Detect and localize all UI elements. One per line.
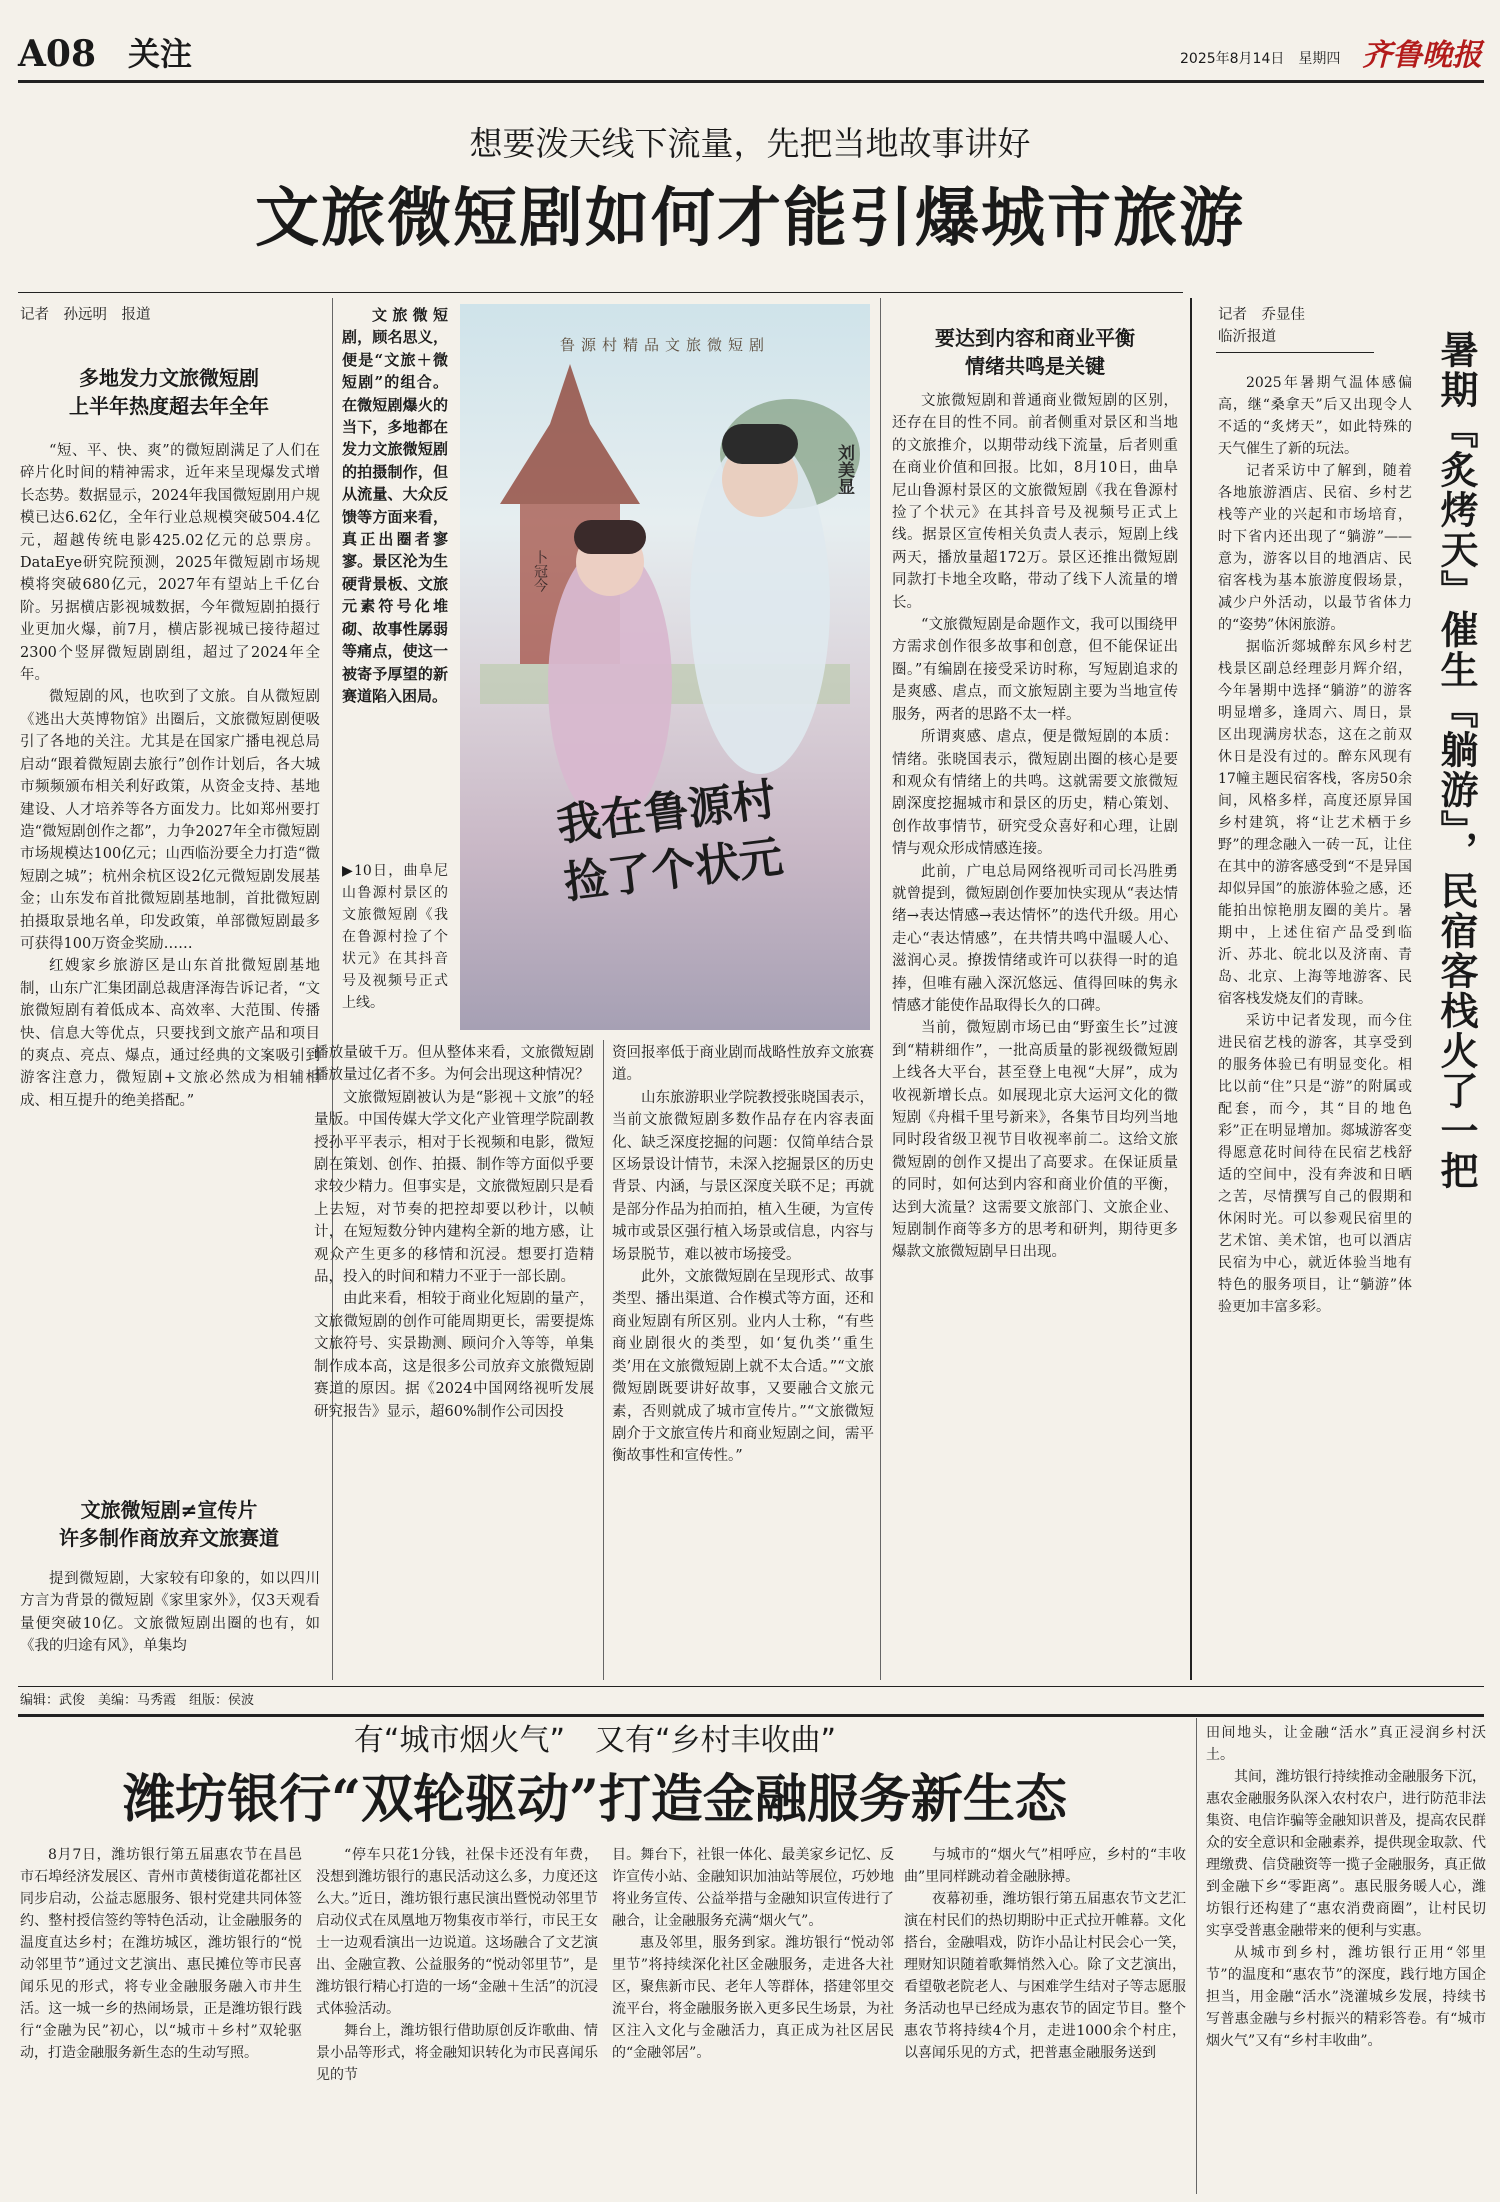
newspaper-logo: 齐鲁晚报 [1362, 38, 1482, 73]
lead-subhead-2: 文旅微短剧≠宣传片 许多制作商放弃文旅赛道 [59, 1498, 279, 1550]
section-divider [18, 1714, 1484, 1717]
lead-col3-bottom: 资回报率低于商业剧而战略性放弃文旅赛道。 山东旅游职业学院教授张晓国表示，当前文旅微短剧多数作品存在内容表面化、缺乏深度挖掘的问题：仅简单结合景区场景设计情节，未深入挖掘景区的历史背景、内涵，与景区深度关联不足；再就是部分作品为拍而拍，植入生硬，为宣传城市或景区强行植入场景或信息，内容与场景脱节，难以被市场接受。 此外，文旅微短剧在呈现形式、故事类型、播出渠道、合作模式等方面，还和商业短剧有所区别。业内人士称，“有些商业剧很火的类型，如‘复仇类’‘重生类’用在文旅微短剧上就不太合适。”“文旅微短剧既要讲好故事，又要融合文旅元素，否则就成了城市宣传片。”“文旅微短剧介于文旅宣传片和商业短剧之间，需平衡故事性和宣传性。” [612, 1045, 874, 1465]
bottom-side-divider [1196, 1718, 1197, 2194]
editor-credits: 编辑：武俊 美编：马秀霞 组版：侯波 [20, 1693, 255, 1708]
poster-title: 我在鲁源村 捡了个状元 [554, 774, 786, 910]
photo-caption: ▶10日，曲阜尼山鲁源村景区的文旅微短剧《我在鲁源村捡了个状元》在其抖音号及视频号正式上线。 [342, 863, 448, 1011]
lead-col2-bottom: 播放量破千万。但从整体来看，文旅微短剧播放量过亿者不多。为何会出现这种情况？ 文旅微短剧被认为是“影视＋文旅”的轻量版。中国传媒大学文化产业管理学院副教授孙平平表示，相对于长视频和电影，微短剧在策划、创作、拍摄、制作等方面似乎要求较少精力。但事实是，文旅微短剧只是看上去短，对节奏的把控却要以秒计，以帧计，在短短数分钟内建构全新的地方感，让观众产生更多的移情和沉浸。想要打造精品，投入的时间和精力不亚于一部长剧。 由此来看，相较于商业化短剧的量产，文旅微短剧的创作可能周期更长，需要提炼文旅符号、实景勘测、顾问介入等等，单集制作成本高，这是很多公司放弃文旅微短剧赛道的原因。据《2024中国网络视听发展研究报告》显示，超60%制作公司因投 [314, 1045, 594, 1420]
drama-poster-image [460, 304, 870, 1030]
side-body: 2025年暑期气温体感偏高，继“桑拿天”后又出现令人不适的“炙烤天”，如此特殊的天气催生了新的玩法。 记者采访中了解到，随着各地旅游酒店、民宿、乡村艺栈等产业的兴起和市场培育，时下省内还出现了“躺游”——意为，游客以目的地酒店、民宿客栈为基本旅游度假场景，减少户外活动，以最节省体力的“姿势”休闲旅游。 据临沂郯城醉东风乡村艺栈景区副总经理彭月辉介绍，今年暑期中选择“躺游”的游客明显增多，逢周六、周日，景区出现满房状态，这在之前双休日是没有过的。醉东风现有17幢主题民宿客栈，客房50余间，风格多样，高度还原异国乡村建筑，将“让艺术栖于乡野”的理念融入一砖一瓦，让住在其中的游客感受到“不是异国却似异国”的旅游体验之感，还能拍出惊艳朋友圈的美片。暑期中，上述住宿产品受到临沂、苏北、皖北以及济南、青岛、北京、上海等地游客、民宿客栈发烧友们的青睐。 采访中记者发现，而今住进民宿艺栈的游客，其享受到的服务体验已有明显变化。相比以前“住”只是“游”的附属或配套，而今，其“目的地色彩”正在明显增加。郯城游客变得愿意花时间待在民宿艺栈舒适的空间中，没有奔波和日晒之苦，尽情撰写自己的假期和休闲时光。可以参观民宿里的艺术馆、美术馆，也可以酒店民宿为中心，就近体验当地有特色的服务项目，让“躺游”体验更加丰富多彩。 [1218, 375, 1412, 1315]
lead-bottom-rule [18, 1686, 1484, 1687]
side-byline-rule [1216, 352, 1374, 353]
bottom-col5: 田间地头，让金融“活水”真正浸润乡村沃土。 其间，潍坊银行持续推动金融服务下沉，惠农金融服务队深入农村农户，进行防范非法集资、电信诈骗等金融知识普及，提高农民群众的安全意识和金融素养，提供现金取款、代理缴费、信贷融资等一揽子金融服务，真正做到金融下乡“零距离”。惠民服务暖人心，潍坊银行还构建了“惠农消费商圈”，让村民切实享受普惠金融带来的便利与实惠。 从城市到乡村，潍坊银行正用“邻里节”的温度和“惠农节”的深度，践行地方国企担当，用金融“活水”浇灌城乡发展，持续书写普惠金融与乡村振兴的精彩答卷。有“城市烟火气”又有“乡村丰收曲”。 [1206, 1725, 1486, 2049]
bottom-kicker: 有“城市烟火气” 又有“乡村丰收曲” [353, 1723, 837, 1758]
lead-col1-top: “短、平、快、爽”的微短剧满足了人们在碎片化时间的精神需求，近年来呈现爆发式增长态势。数据显示，2024年我国微短剧用户规模已达6.62亿，全年行业总规模突破504.4亿元，超越传统电影425.02亿元的总票房。DataEye研究院预测，2025年微短剧市场规模将突破680亿元，2027年有望站上千亿台阶。另据横店影视城数据，今年微短剧拍摄行业更加火爆，前7月，横店影视城已接待超过2300个竖屏微短剧剧组，超过了2024年全年。 微短剧的风，也吹到了文旅。自从微短剧《逃出大英博物馆》出圈后，文旅微短剧便吸引了各地的关注。尤其是在国家广播电视总局启动“跟着微短剧去旅行”创作计划后，各大城市频频颁布相关利好政策，从资金支持、基地建设、人才培养等各方面发力。比如郑州要打造“微短剧创作之都”，力争2027年全市微短剧市场规模达100亿元；山西临汾要全力打造“微短剧之城”；杭州余杭区设2亿元微短剧发展基金；山东发布首批微短剧基地制，首批微短剧拍摄取景地名单，印发政策，单部微短剧最多可获得100万资金奖励…… 红嫂家乡旅游区是山东首批微短剧基地制，山东广汇集团副总裁唐泽海告诉记者，“文旅微短剧有着低成本、高效率、大范围、传播快、信息大等优点，只要找到文旅产品和项目的爽点、亮点、爆点，通过经典的文案吸引到游客注意力，微短剧+文旅必然成为相辅相成、相互提升的绝美搭配。” [20, 443, 320, 1109]
side-divider [1190, 298, 1192, 1680]
bottom-headline: 潍坊银行“双轮驱动”打造金融服务新生态 [123, 1769, 1067, 1830]
lead-kicker: 想要泼天线下流量，先把当地故事讲好 [469, 124, 1031, 163]
poster-illustration [460, 304, 870, 1030]
bottom-col3: 目。舞台下，社银一体化、最美家乡记忆、反诈宣传小站、金融知识加油站等展位，巧妙地将业务宣传、公益举措与金融知识宣传进行了融合，让金融服务充满“烟火气”。 惠及邻里，服务到家。潍坊银行“悦动邻里节”将持续深化社区金融服务，走进各大社区，聚焦新市民、老年人等群体，搭建邻里交流平台，将金融服务嵌入更多民生场景，为社区注入文化与金融活力，真正成为社区居民的“金融邻居”。 [612, 1847, 894, 2061]
section-name: 关注 [128, 35, 193, 73]
lead-col4: 文旅微短剧和普通商业微短剧的区别，还存在目的性不同。前者侧重对景区和当地的文旅推介，以期带动线下流量，后者则重在商业价值和回报。比如，8月10日，曲阜尼山鲁源村景区的文旅微短剧《我在鲁源村捡了个状元》在其抖音号及视频号正式上线。据景区宣传相关负责人表示，短剧上线两天，播放量超172万。景区还推出微短剧同款打卡地全攻略，带动了线下人流量的增长。 “文旅微短剧是命题作文，我可以围绕甲方需求创作很多故事和创意，但不能保证出圈。”有编剧在接受采访时称，写短剧追求的是爽感、虐点，而文旅短剧主要为当地宣传服务，两者的思路不太一样。 所谓爽感、虐点，便是微短剧的本质：情绪。张晓国表示，微短剧出圈的核心是要和观众有情绪上的共鸣。这就需要文旅微短剧深度挖掘城市和景区的历史，精心策划、创作故事情节，研究受众喜好和心理，让剧情与观众形成情感连接。 此前，广电总局网络视听司司长冯胜勇就曾提到，微短剧创作要加快实现从“表达情绪→表达情感→表达情怀”的迭代升级。用心走心“表达情感”，在共情共鸣中温暖人心、滋润心灵。撩拨情绪或许可以获得一时的追捧，但唯有融入深沉悠远、值得回味的隽永情感才能使作品取得长久的口碑。 当前，微短剧市场已由“野蛮生长”过渡到“精耕细作”，一批高质量的影视级微短剧上线各大平台，甚至登上电视“大屏”，成为收视新增长点。如展现北京大运河文化的微短剧《舟楫千里号新来》，各集节目均列当地同时段省级卫视节目收视率前二。这给文旅微短剧的创作又提出了高要求。在保证质量的同时，如何达到内容和商业价值的平衡，达到大流量？这需要文旅部门、文旅企业、短剧制作商等多方的思考和研判，期待更多爆款文旅微短剧早日出现。 [892, 393, 1178, 1261]
lead-headline: 文旅微短剧如何才能引爆城市旅游 [255, 181, 1245, 256]
header-rule [18, 80, 1484, 83]
col-divider-2 [603, 1040, 604, 1680]
page-number: A08 [18, 33, 97, 75]
bottom-col2: “停车只花1分钱，社保卡还没有年费，没想到潍坊银行的惠民活动这么多，力度还这么大。”近日，潍坊银行惠民演出暨悦动邻里节启动仪式在凤凰地万物集夜市举行，市民王女士一边观看演出一边说道。这场融合了文艺演出、金融宣教、公益服务的“悦动邻里节”，是潍坊银行精心打造的一场“金融＋生活”的沉浸式体验活动。 舞台上，潍坊银行借助原创反诈歌曲、情景小品等形式，将金融知识转化为市民喜闻乐见的节 [316, 1847, 598, 2083]
bottom-col1: 8月7日，潍坊银行第五届惠农节在昌邑市石埠经济发展区、青州市黄楼街道花都社区同步启动，公益志愿服务、银村党建共同体签约、整村授信签约等特色活动，让金融服务的温度直达乡村；在潍坊城区，潍坊银行的“悦动邻里节”通过文艺演出、惠民摊位等市民喜闻乐见的形式，将专业金融服务融入市井生活。这一城一乡的热闹场景，正是潍坊银行践行“金融为民”初心，以“城市＋乡村”双轮驱动，打造金融服务新生态的生动写照。 [20, 1847, 302, 2061]
poster-top-text: 鲁源村精品文旅微短剧 [559, 336, 770, 354]
col-divider-3 [880, 298, 881, 1680]
side-headline: 暑期『炙烤天』催生『躺游』，民宿客栈火了一把 [1434, 330, 1479, 1191]
lead-subhead-3: 要达到内容和商业平衡 情绪共鸣是关键 [935, 326, 1135, 378]
side-byline: 记者 乔显佳 临沂报道 [1218, 307, 1305, 345]
lead-intro: 文旅微短剧，顾名思义，便是“文旅＋微短剧”的组合。在微短剧爆火的当下，多地都在发力文旅微短剧的拍摄制作，但从流量、大众反馈等方面来看，真正出圈者寥寥。景区沦为生硬背景板、文旅元素符号化堆砌、故事性孱弱等痛点，使这一被寄予厚望的新赛道陷入困局。 [342, 306, 448, 705]
headline-rule [18, 292, 1183, 293]
poster-cast-right: 刘美显 [834, 444, 854, 495]
lead-subhead-1: 多地发力文旅微短剧 上半年热度超去年全年 [69, 366, 269, 418]
issue-date: 2025年8月14日 星期四 [1180, 51, 1341, 67]
poster-cast-left: 卜冠今 [532, 550, 548, 592]
lead-byline: 记者 孙远明 报道 [20, 307, 151, 323]
bottom-col4: 与城市的“烟火气”相呼应，乡村的“丰收曲”里同样跳动着金融脉搏。 夜幕初垂，潍坊银行第五届惠农节文艺汇演在村民们的热切期盼中正式拉开帷幕。文化搭台，金融唱戏，防诈小品让村民会心一笑，理财知识随着歌舞悄然入心。除了文艺演出，看望敬老院老人、与困难学生结对子等志愿服务活动也早已经成为惠农节的固定节目。整个惠农节将持续4个月，走进1000余个村庄，以喜闻乐见的方式，把普惠金融服务送到 [904, 1847, 1186, 2061]
lead-col1-bottom: 提到微短剧，大家较有印象的，如以四川方言为背景的微短剧《家里家外》，仅3天观看量便突破10亿。文旅微短剧出圈的也有，如《我的归途有风》，单集均 [20, 1571, 320, 1655]
